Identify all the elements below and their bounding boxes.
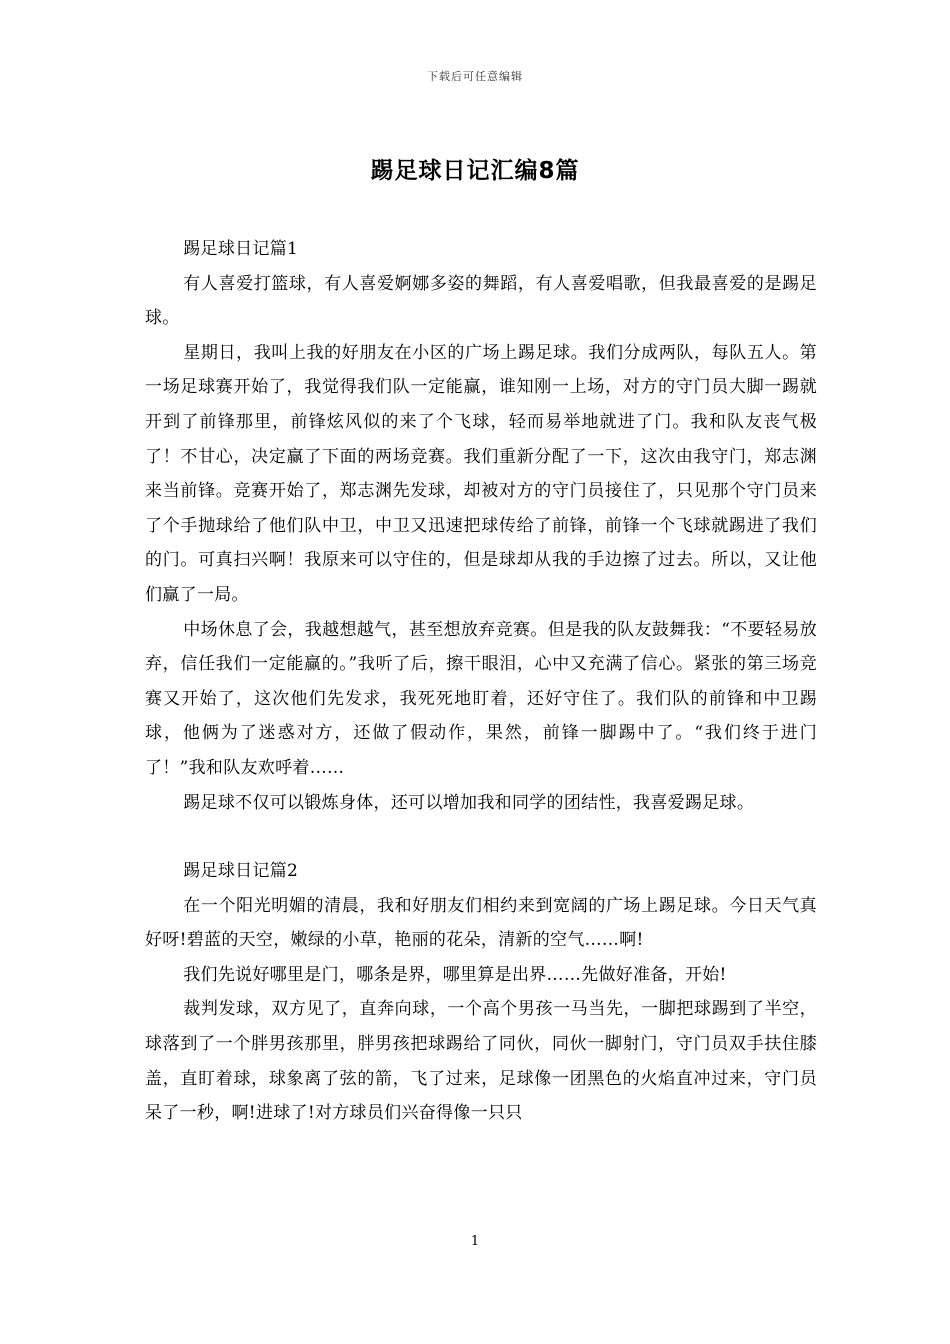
paragraph: 中场休息了会，我越想越气，甚至想放弃竞赛。但是我的队友鼓舞我：“不要轻易放弃，信任我们一定能赢的。”我听了后，擦干眼泪，心中又充满了信心。紧张的第三场竞赛又开始了，这次他们先发求，我死死地盯着，还好守住了。我们队的前锋和中卫踢球，他俩为了迷惑对方，还做了假动作，果然，前锋一脚踢中了。“我们终于进门了！”我和队友欢呼着…… (145, 619, 817, 778)
paragraph: 裁判发球，双方见了，直奔向球，一个高个男孩一马当先，一脚把球踢到了半空，球落到了一个胖男孩那里，胖男孩把球踢给了同伙，同伙一脚射门，守门员双手扶住膝盖，直盯着球，球象离了弦的箭，飞了过来，足球像一团黑色的火焰直冲过来，守门员呆了一秒，啊!进球了!对方球员们兴奋得像一只只 (145, 999, 817, 1124)
document-title: 踢足球日记汇编8篇 (370, 158, 580, 184)
paragraph: 我们先说好哪里是门，哪条是界，哪里算是出界……先做好准备，开始! (183, 964, 727, 985)
paragraph: 在一个阳光明媚的清晨，我和好朋友们相约来到宽阔的广场上踢足球。今日天气真好呀!碧蓝的天空，嫩绿的小草，艳丽的花朵，清新的空气……啊! (145, 895, 817, 951)
paragraph: 星期日，我叫上我的好朋友在小区的广场上踢足球。我们分成两队，每队五人。第一场足球赛开始了，我觉得我们队一定能赢，谁知刚一上场，对方的守门员大脚一踢就开到了前锋那里，前锋炫风似的来了个飞球，轻而易举地就进了门。我和队友丧气极了！不甘心，决定赢了下面的两场竞赛。我们重新分配了一下，这次由我守门，郑志渊来当前锋。竞赛开始了，郑志渊先发球，却被对方的守门员接住了，只见那个守门员来了个手抛球给了他们队中卫，中卫又迅速把球传给了前锋，前锋一个飞球就踢进了我们的门。可真扫兴啊！我原来可以守住的，但是球却从我的手边擦了过去。所以，又让他们赢了一局。 (145, 342, 817, 605)
document-body (145, 232, 817, 1131)
section-heading: 踢足球日记篇1 (183, 239, 299, 259)
paragraph: 踢足球不仅可以锻炼身体，还可以增加我和同学的团结性，我喜爱踢足球。 (183, 792, 755, 813)
page-number: 1 (470, 1234, 480, 1249)
paragraph: 有人喜爱打篮球，有人喜爱婀娜多姿的舞蹈，有人喜爱唱歌，但我最喜爱的是踢足球。 (145, 273, 817, 329)
section-heading: 踢足球日记篇2 (183, 861, 299, 882)
header-note: 下载后可任意编辑 (427, 70, 523, 83)
